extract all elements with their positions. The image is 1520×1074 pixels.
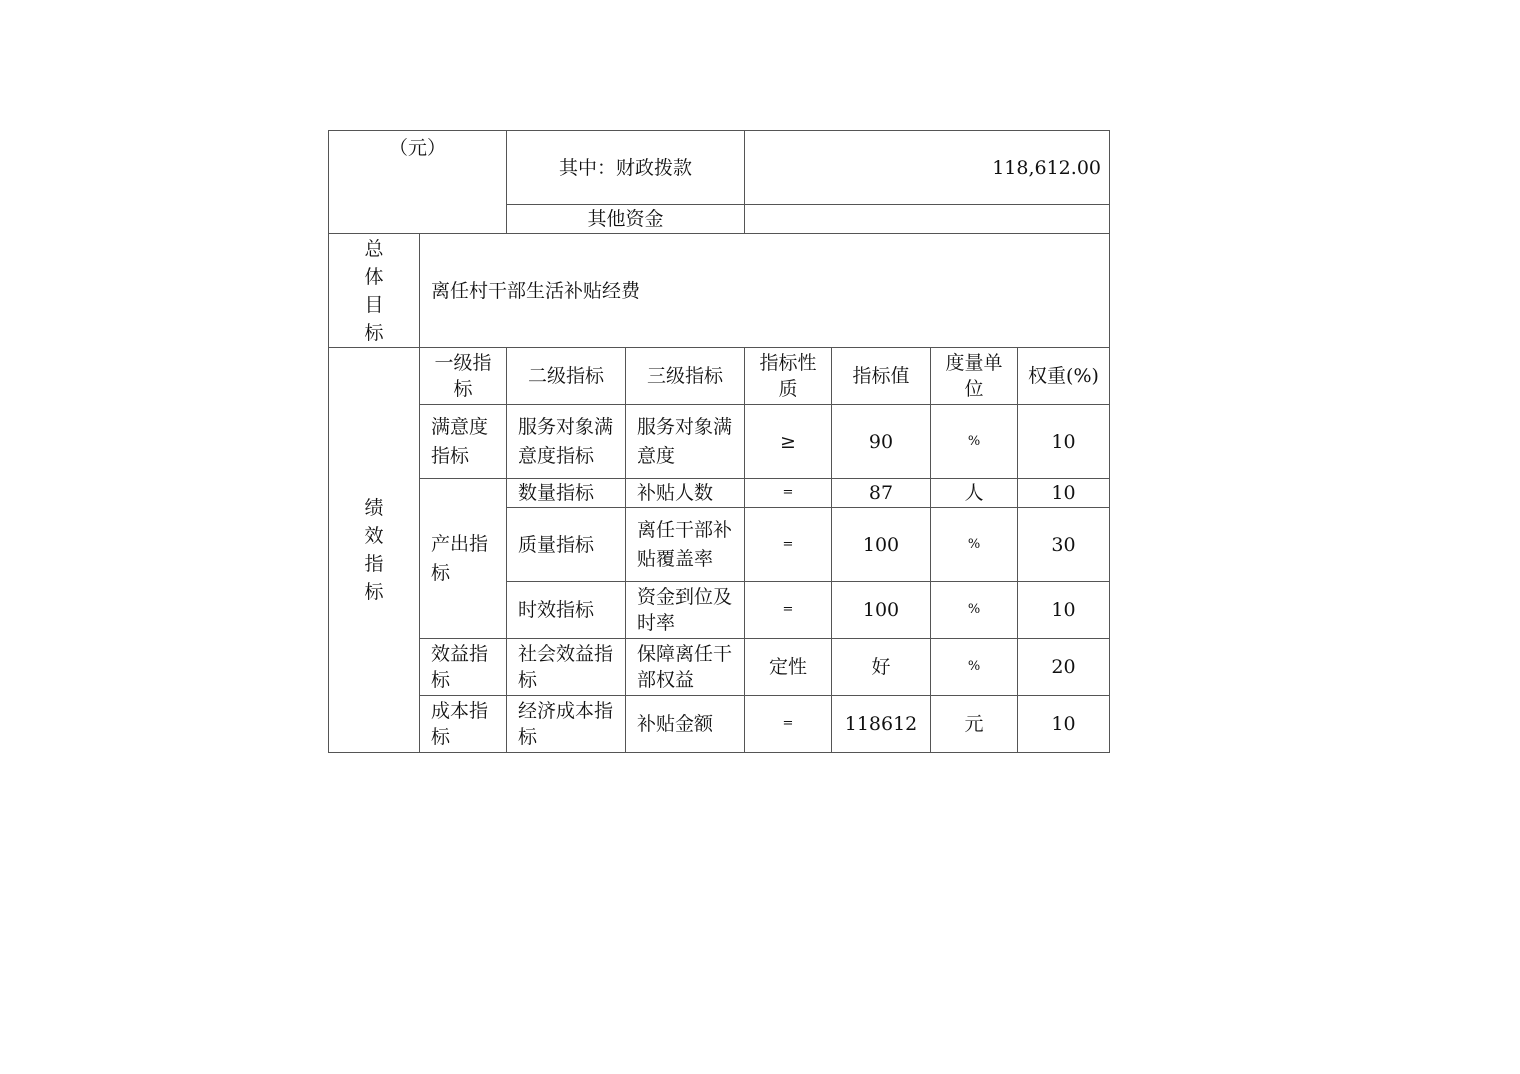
cell-weight: 10 <box>1018 479 1110 508</box>
cell-level3: 离任干部补贴覆盖率 <box>626 508 745 582</box>
header-value: 指标值 <box>832 348 931 405</box>
cell-level2: 服务对象满意度指标 <box>507 405 626 479</box>
fiscal-value-cell <box>745 131 1110 205</box>
overall-goal-char: 目 <box>364 293 384 316</box>
cell-value: 100 <box>832 582 931 639</box>
cell-nature: = <box>745 479 832 508</box>
performance-char: 绩 <box>364 497 384 519</box>
cell-nature: = <box>745 582 832 639</box>
overall-goal-char: 体 <box>364 265 384 288</box>
cell-nature: ≥ <box>745 405 832 479</box>
cell-level1: 效益指标 <box>420 639 507 696</box>
table-row <box>329 405 1110 479</box>
cell-level2: 社会效益指标 <box>507 639 626 696</box>
cell-unit: 元 <box>931 696 1018 753</box>
performance-char: 标 <box>364 581 384 603</box>
cell-nature: = <box>745 508 832 582</box>
other-funds-label: 其他资金 <box>587 208 664 230</box>
performance-label <box>329 348 420 753</box>
cell-nature: = <box>745 696 832 753</box>
other-funds-value-cell <box>745 205 1110 234</box>
performance-char: 效 <box>364 525 384 547</box>
cell-unit: % <box>931 582 1018 639</box>
header-level2: 二级指标 <box>507 348 626 405</box>
cell-level1: 成本指标 <box>420 696 507 753</box>
fiscal-value: 118,612.00 <box>992 156 1101 179</box>
cell-value: 87 <box>832 479 931 508</box>
overall-goal-char: 总 <box>364 237 384 260</box>
cell-weight: 10 <box>1018 582 1110 639</box>
cell-level2: 时效指标 <box>507 582 626 639</box>
cell-level3: 补贴人数 <box>626 479 745 508</box>
fiscal-label: 其中：财政拨款 <box>558 156 692 179</box>
table-row <box>329 639 1110 696</box>
cell-unit: % <box>931 405 1018 479</box>
table-row <box>329 696 1110 753</box>
cell-level3: 保障离任干部权益 <box>626 639 745 696</box>
cell-unit: % <box>931 639 1018 696</box>
budget-unit-label: （元） <box>388 137 446 159</box>
header-level1: 一级指标 <box>420 348 507 405</box>
other-funds-label-cell <box>507 205 745 234</box>
budget-unit-cell <box>329 131 507 234</box>
cell-value: 90 <box>832 405 931 479</box>
cell-level1: 产出指标 <box>420 479 507 639</box>
cell-level2: 经济成本指标 <box>507 696 626 753</box>
cell-weight: 30 <box>1018 508 1110 582</box>
overall-goal-label <box>329 234 420 348</box>
header-weight: 权重(%) <box>1018 348 1110 405</box>
cell-level3: 服务对象满意度 <box>626 405 745 479</box>
cell-weight: 20 <box>1018 639 1110 696</box>
header-level3: 三级指标 <box>626 348 745 405</box>
performance-table <box>328 130 1110 753</box>
fiscal-label-cell <box>507 131 745 205</box>
performance-char: 指 <box>364 553 384 575</box>
overall-goal-text-cell <box>420 234 1110 348</box>
cell-level2: 数量指标 <box>507 479 626 508</box>
cell-value: 好 <box>832 639 931 696</box>
table-row <box>329 479 1110 508</box>
overall-goal-char: 标 <box>364 321 384 344</box>
cell-unit: % <box>931 508 1018 582</box>
overall-goal-text: 离任村干部生活补贴经费 <box>431 279 641 302</box>
cell-weight: 10 <box>1018 696 1110 753</box>
cell-level1: 满意度指标 <box>420 405 507 479</box>
header-unit: 度量单位 <box>931 348 1018 405</box>
cell-level2: 质量指标 <box>507 508 626 582</box>
cell-value: 118612 <box>832 696 931 753</box>
cell-unit: 人 <box>931 479 1018 508</box>
header-nature: 指标性质 <box>745 348 832 405</box>
cell-value: 100 <box>832 508 931 582</box>
cell-level3: 补贴金额 <box>626 696 745 753</box>
cell-nature: 定性 <box>745 639 832 696</box>
cell-level3: 资金到位及时率 <box>626 582 745 639</box>
cell-weight: 10 <box>1018 405 1110 479</box>
